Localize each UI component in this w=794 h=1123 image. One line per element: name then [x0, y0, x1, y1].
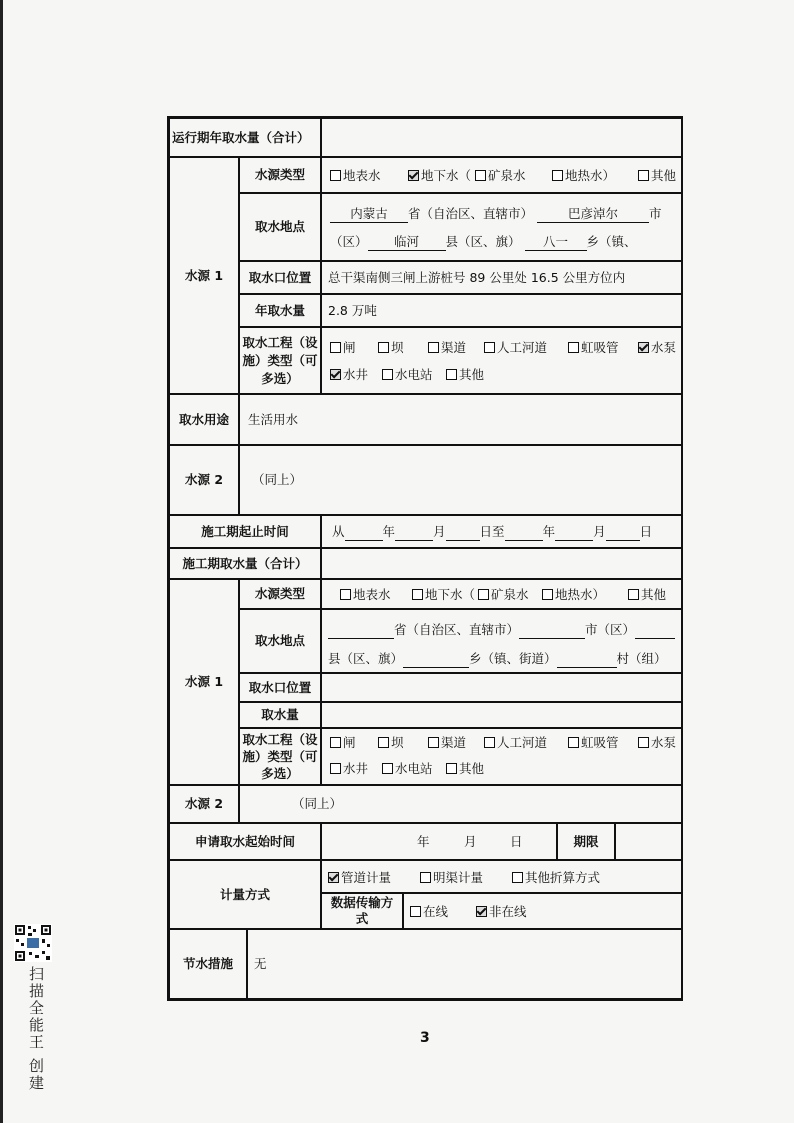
op-source1-label: 水源 1 — [169, 157, 239, 394]
op-works-siphon[interactable] — [568, 340, 619, 356]
checkbox[interactable] — [412, 589, 423, 600]
op-type-geothermal[interactable] — [552, 168, 615, 184]
checkbox[interactable] — [446, 763, 457, 774]
checkbox-checked[interactable] — [638, 342, 649, 353]
option-label: 水电站 — [395, 367, 433, 382]
con-works-label: 取水工程（设施）类型（可多选） — [239, 728, 321, 785]
period-value[interactable] — [615, 823, 683, 860]
con-amount2-value[interactable] — [321, 702, 683, 728]
metering-label: 计量方式 — [169, 860, 321, 929]
con-type-ground[interactable] — [412, 587, 475, 603]
checkbox[interactable] — [512, 872, 523, 883]
checkbox[interactable] — [382, 763, 393, 774]
con-works-hydro[interactable] — [382, 761, 433, 777]
option-label: 渠道 — [441, 735, 467, 750]
checkbox[interactable] — [330, 170, 341, 181]
con-location-value[interactable] — [321, 609, 683, 673]
op-works-label: 取水工程（设施）类型（可多选） — [239, 327, 321, 394]
option-label: 水泵 — [651, 735, 677, 750]
option-label: 在线 — [423, 904, 449, 919]
option-label: 其他 — [459, 761, 485, 776]
checkbox[interactable] — [475, 170, 486, 181]
con-type-other[interactable] — [628, 587, 666, 603]
op-works-canal[interactable] — [428, 340, 466, 356]
checkbox[interactable] — [484, 737, 495, 748]
county-suffix: 县（区、旗） — [445, 234, 521, 249]
month-text: 月 — [464, 834, 477, 849]
option-label: 水井 — [343, 761, 369, 776]
con-type-surface[interactable] — [340, 587, 391, 603]
op-type-spring[interactable] — [475, 168, 526, 184]
annual-intake-value[interactable] — [321, 118, 683, 157]
con-works-dam[interactable] — [378, 735, 404, 751]
con-type-options — [321, 579, 683, 609]
option-label: 虹吸管 — [581, 340, 619, 355]
option-label: 闸 — [343, 340, 356, 355]
op-type-ground[interactable] — [408, 168, 471, 184]
metering-options — [321, 860, 683, 893]
option-label: 其他 — [459, 367, 485, 382]
op-type-options — [321, 157, 683, 193]
op-location-value — [321, 193, 683, 261]
day-to-text: 日至 — [479, 524, 505, 539]
county-suffix: 县（区、旗） — [328, 651, 404, 666]
saving-value[interactable]: 无 — [247, 929, 683, 999]
option-label: 坝 — [391, 735, 404, 750]
op-works-river[interactable] — [484, 340, 547, 356]
con-amount2-label: 取水量 — [239, 702, 321, 728]
application-start-value[interactable] — [321, 823, 557, 860]
checkbox[interactable] — [552, 170, 563, 181]
op-works-well[interactable] — [330, 367, 368, 383]
con-intake-label: 取水口位置 — [239, 673, 321, 702]
con-period-value[interactable] — [321, 515, 683, 548]
day-text: 日 — [510, 834, 523, 849]
province-suffix: 省（自治区、直辖市） — [408, 206, 534, 221]
checkbox[interactable] — [428, 342, 439, 353]
use-label: 取水用途 — [169, 394, 239, 445]
metering-pipe[interactable] — [328, 870, 391, 886]
option-label: 水电站 — [395, 761, 433, 776]
op-source2-value[interactable]: （同上） — [239, 445, 683, 515]
op-province-value[interactable]: 内蒙古 — [330, 206, 408, 223]
village-suffix: 村（组） — [616, 651, 667, 666]
con-amount-label: 施工期取水量（合计） — [169, 548, 321, 579]
option-label: 人工河道 — [497, 735, 548, 750]
application-start-label: 申请取水起始时间 — [169, 823, 321, 860]
saving-label: 节水措施 — [169, 929, 247, 999]
option-label: 地热水） — [555, 587, 606, 602]
con-works-siphon[interactable] — [568, 735, 619, 751]
annual-intake-label: 运行期年取水量（合计） — [169, 118, 321, 157]
transmit-online[interactable] — [410, 904, 448, 920]
checkbox[interactable] — [428, 737, 439, 748]
qr-code-icon — [14, 924, 52, 962]
year-text: 年 — [542, 524, 556, 539]
checkbox-checked[interactable] — [330, 369, 341, 380]
con-intake-value[interactable] — [321, 673, 683, 702]
checkbox[interactable] — [568, 737, 579, 748]
town-suffix: 乡（镇、街道） — [469, 651, 557, 666]
op-type-surface[interactable] — [330, 168, 381, 184]
option-label: 地热水） — [565, 168, 616, 183]
checkbox[interactable] — [542, 589, 553, 600]
op-location-label: 取水地点 — [239, 193, 321, 261]
transmit-label: 数据传输方式 — [321, 893, 403, 929]
op-type-label: 水源类型 — [239, 157, 321, 193]
checkbox[interactable] — [410, 906, 421, 917]
checkbox[interactable] — [340, 589, 351, 600]
year-text: 年 — [382, 524, 396, 539]
con-source2-value[interactable]: （同上） — [239, 785, 683, 823]
checkbox[interactable] — [568, 342, 579, 353]
op-works-options — [321, 327, 683, 394]
metering-other[interactable] — [512, 870, 600, 886]
option-label: 其他 — [641, 587, 667, 602]
option-label: 人工河道 — [497, 340, 548, 355]
op-type-other[interactable] — [638, 168, 676, 184]
checkbox[interactable] — [378, 737, 389, 748]
month-text: 月 — [593, 524, 606, 539]
con-works-gate[interactable] — [330, 735, 356, 751]
option-label: 矿泉水 — [488, 168, 526, 183]
period-label: 期限 — [557, 823, 615, 860]
option-label: 其他 — [651, 168, 677, 183]
option-label: 明渠计量 — [433, 870, 484, 885]
op-intake-value[interactable]: 总干渠南侧三闸上游桩号 89 公里处 16.5 公里方位内 — [321, 261, 683, 294]
option-label: 闸 — [343, 735, 356, 750]
con-period-label: 施工期起止时间 — [169, 515, 321, 548]
op-source2-label: 水源 2 — [169, 445, 239, 515]
town-suffix: 乡（镇、 — [586, 234, 637, 249]
city-suffix: 市（区） — [585, 622, 636, 637]
op-annual-amount-label: 年取水量 — [239, 294, 321, 327]
transmit-offline[interactable] — [476, 904, 527, 920]
con-works-river[interactable] — [484, 735, 547, 751]
con-works-well[interactable] — [330, 761, 368, 777]
checkbox[interactable] — [638, 170, 649, 181]
con-amount-value[interactable] — [321, 548, 683, 579]
op-county-value[interactable]: 临河 — [368, 234, 446, 251]
op-intake-label: 取水口位置 — [239, 261, 321, 294]
option-label: 水泵 — [651, 340, 677, 355]
checkbox-checked[interactable] — [408, 170, 419, 181]
op-works-pump[interactable] — [638, 340, 676, 356]
option-label: 其他折算方式 — [525, 870, 601, 885]
option-label: 管道计量 — [341, 870, 392, 885]
option-label: 非在线 — [489, 904, 527, 919]
scanner-watermark: 扫描全能王 创建 — [27, 966, 45, 1092]
water-intake-form — [167, 116, 683, 1001]
con-type-geothermal[interactable] — [542, 587, 605, 603]
op-works-other[interactable] — [446, 367, 484, 383]
op-town-value[interactable]: 八一 — [525, 234, 587, 251]
option-label: 水井 — [343, 367, 369, 382]
con-type-spring[interactable] — [478, 587, 529, 603]
option-label: 坝 — [391, 340, 404, 355]
option-label: 地表水 — [353, 587, 391, 602]
con-works-other[interactable] — [446, 761, 484, 777]
con-source2-label: 水源 2 — [169, 785, 239, 823]
option-label: 渠道 — [441, 340, 467, 355]
option-label: 矿泉水 — [491, 587, 529, 602]
checkbox[interactable] — [478, 589, 489, 600]
con-works-pump[interactable] — [638, 735, 676, 751]
checkbox[interactable] — [420, 872, 431, 883]
year-text: 年 — [417, 834, 430, 849]
checkbox[interactable] — [628, 589, 639, 600]
option-label: 地下水（ — [425, 587, 476, 602]
checkbox[interactable] — [484, 342, 495, 353]
checkbox[interactable] — [382, 369, 393, 380]
op-annual-amount-value[interactable]: 2.8 万吨 — [321, 294, 683, 327]
con-works-canal[interactable] — [428, 735, 466, 751]
checkbox[interactable] — [446, 369, 457, 380]
op-city-value[interactable]: 巴彦淖尔 — [537, 206, 649, 223]
district-prefix: （区） — [330, 234, 368, 249]
month-text: 月 — [433, 524, 446, 539]
page-edge — [0, 0, 3, 1123]
op-works-gate[interactable] — [330, 340, 356, 356]
use-value[interactable]: 生活用水 — [239, 394, 683, 445]
checkbox[interactable] — [330, 763, 341, 774]
con-works-options — [321, 728, 683, 785]
op-works-dam[interactable] — [378, 340, 404, 356]
checkbox[interactable] — [378, 342, 389, 353]
day-text: 日 — [639, 524, 653, 539]
province-suffix: 省（自治区、直辖市） — [394, 622, 520, 637]
checkbox[interactable] — [330, 342, 341, 353]
checkbox[interactable] — [638, 737, 649, 748]
transmit-options — [403, 893, 683, 929]
page-number: 3 — [420, 1030, 430, 1046]
option-label: 地表水 — [343, 168, 381, 183]
con-source1-label: 水源 1 — [169, 579, 239, 785]
op-works-hydro[interactable] — [382, 367, 433, 383]
checkbox-checked[interactable] — [328, 872, 339, 883]
from-text: 从 — [332, 524, 345, 539]
city-suffix: 市 — [649, 206, 662, 221]
con-type-label: 水源类型 — [239, 579, 321, 609]
checkbox-checked[interactable] — [476, 906, 487, 917]
metering-open[interactable] — [420, 870, 483, 886]
option-label: 虹吸管 — [581, 735, 619, 750]
con-location-label: 取水地点 — [239, 609, 321, 673]
checkbox[interactable] — [330, 737, 341, 748]
option-label: 地下水（ — [421, 168, 472, 183]
